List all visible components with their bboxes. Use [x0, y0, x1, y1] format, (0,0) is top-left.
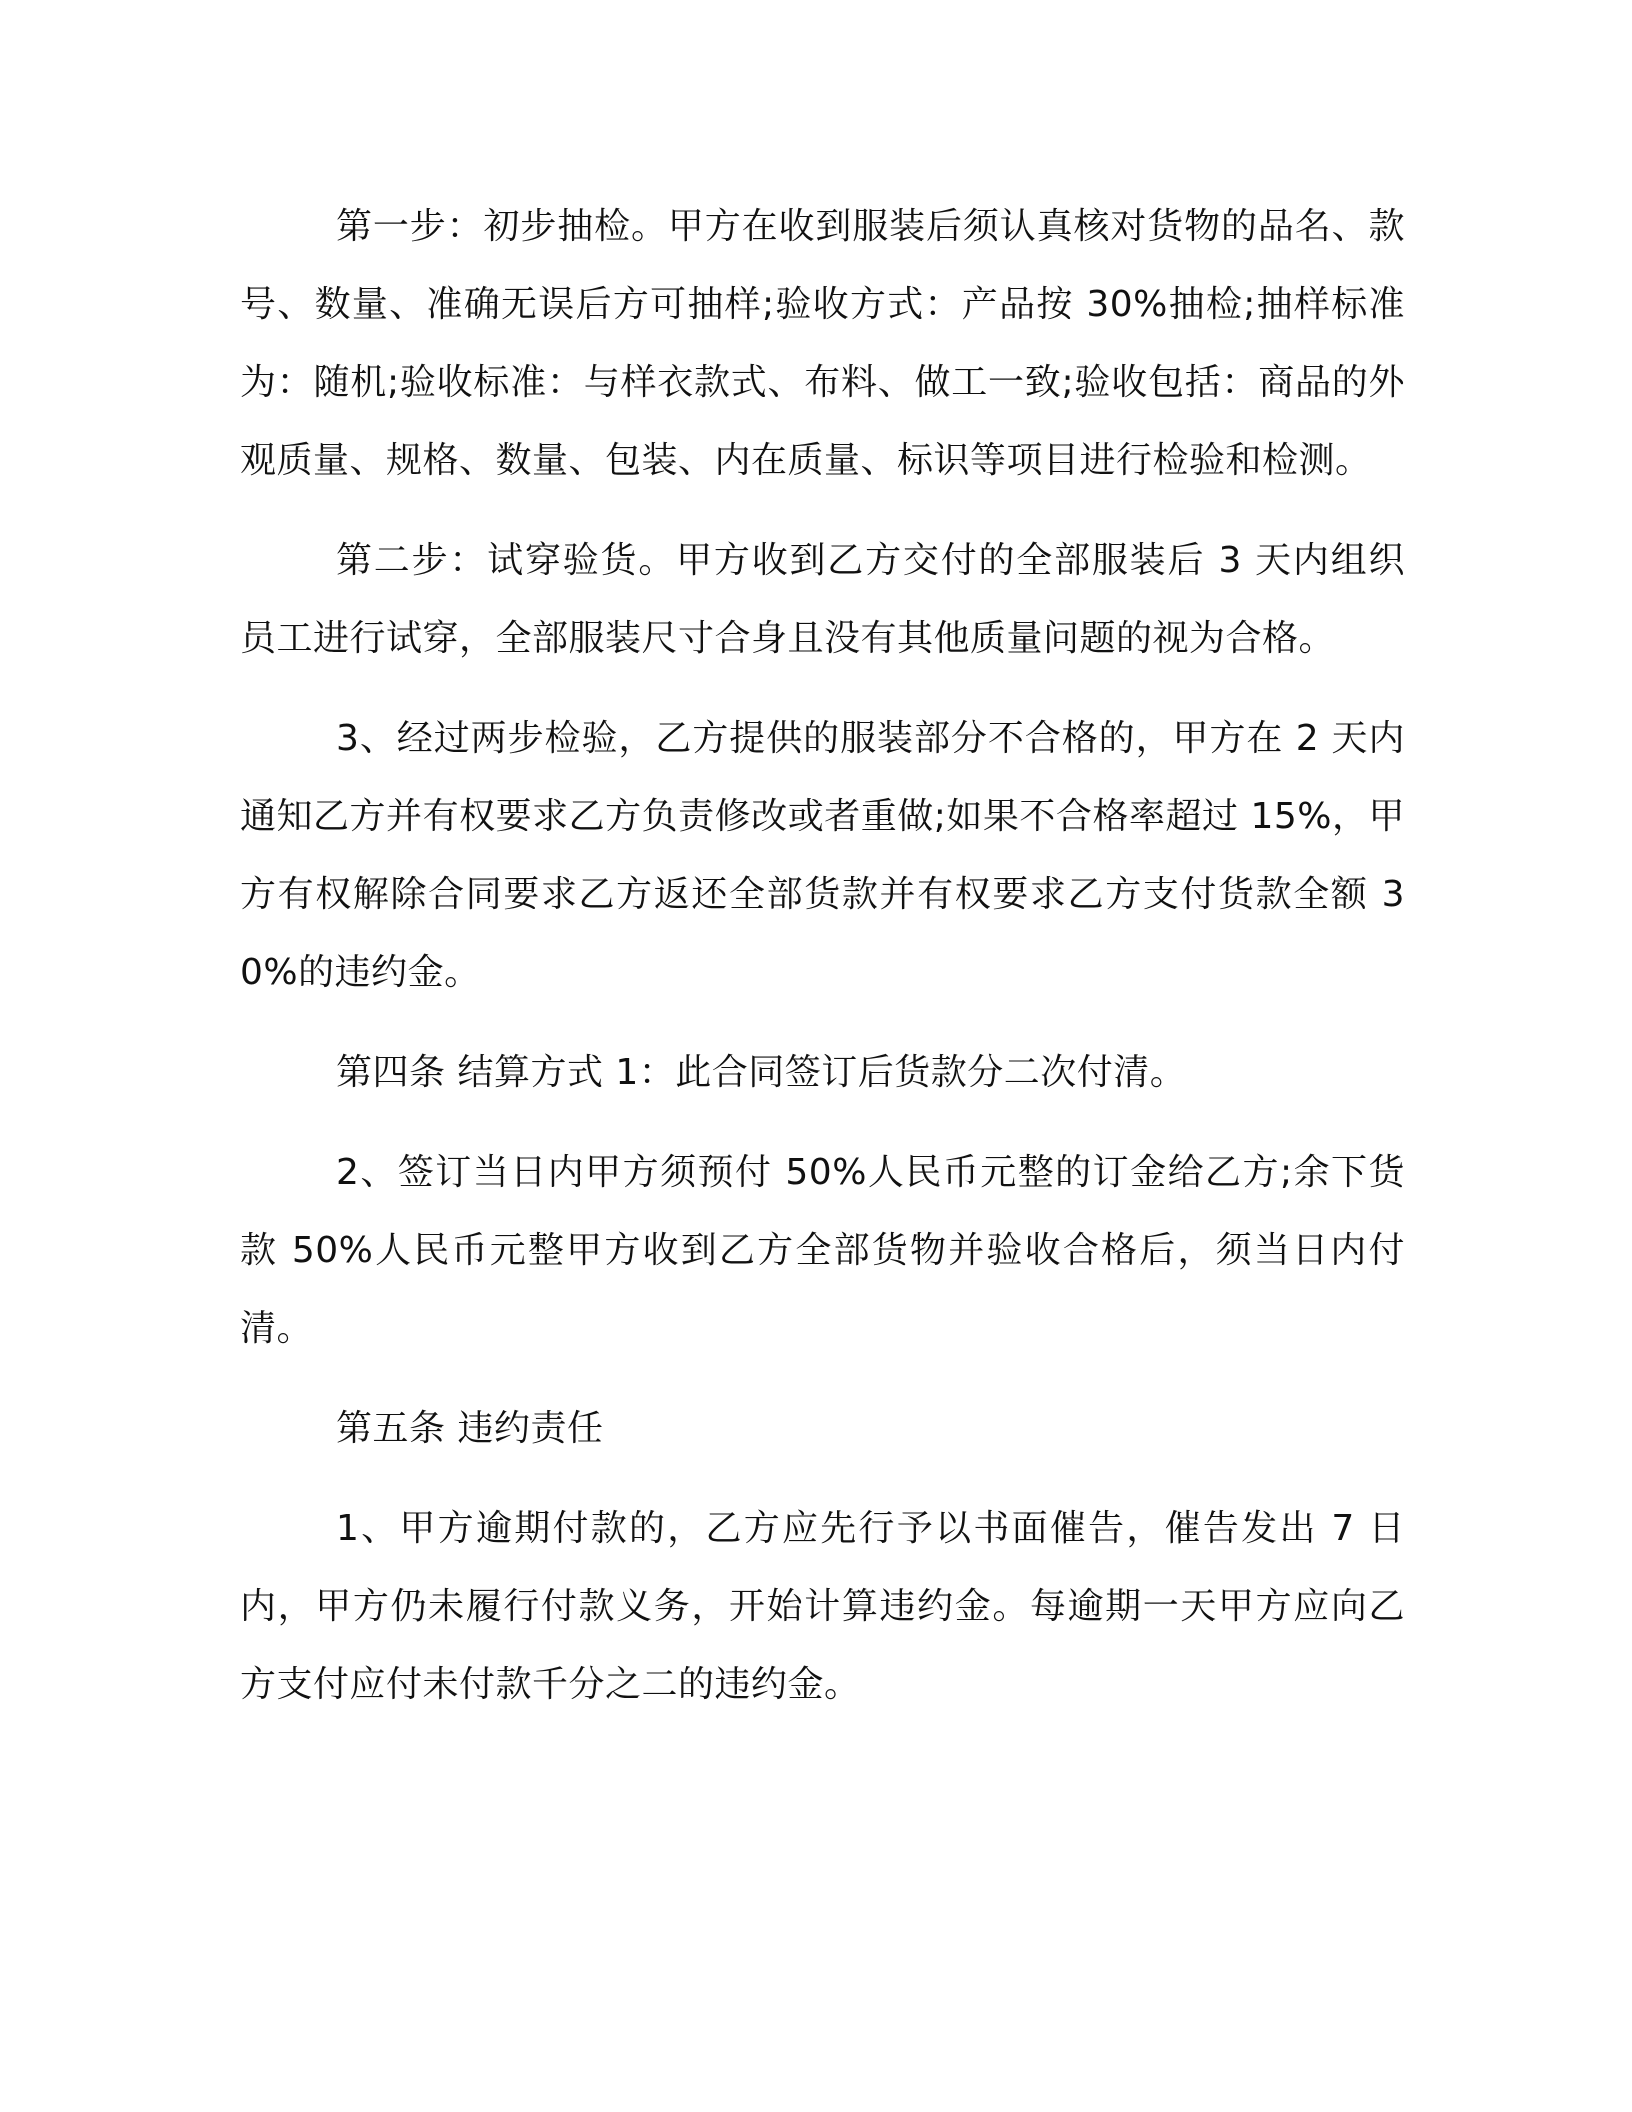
- paragraph-step-two-trial-fitting: 第二步：试穿验货。甲方收到乙方交付的全部服装后 3 天内组织员工进行试穿，全部服装尺寸合身且没有其他质量问题的视为合格。: [240, 540, 1405, 659]
- paragraph-clause-2-payment: 2、签订当日内甲方须预付 50%人民币元整的订金给乙方;余下货款 50%人民币元整甲方收到乙方全部货物并验收合格后，须当日内付清。: [240, 1152, 1405, 1349]
- paragraph-clause-3-unqualified: 3、经过两步检验，乙方提供的服装部分不合格的，甲方在 2 天内通知乙方并有权要求乙方负责修改或者重做;如果不合格率超过 15%，甲方有权解除合同要求乙方返还全部货款并有权要求乙方支付货款全额 30%的违约金。: [240, 718, 1405, 993]
- paragraph-article-five-heading: 第五条 违约责任: [336, 1408, 604, 1449]
- paragraph-step-one-inspection: 第一步：初步抽检。甲方在收到服装后须认真核对货物的品名、款号、数量、准确无误后方可抽样;验收方式：产品按 30%抽检;抽样标准为：随机;验收标准：与样衣款式、布料、做工一致;验收包括：商品的外观质量、规格、数量、包装、内在质量、标识等项目进行检验和检测。: [240, 206, 1405, 481]
- document-body: [240, 188, 1405, 1724]
- paragraph-article-four-settlement: 第四条 结算方式 1：此合同签订后货款分二次付清。: [336, 1052, 1187, 1093]
- paragraph-clause-1-late-payment: 1、甲方逾期付款的，乙方应先行予以书面催告，催告发出 7 日内，甲方仍未履行付款义务，开始计算违约金。每逾期一天甲方应向乙方支付应付未付款千分之二的违约金。: [240, 1508, 1405, 1705]
